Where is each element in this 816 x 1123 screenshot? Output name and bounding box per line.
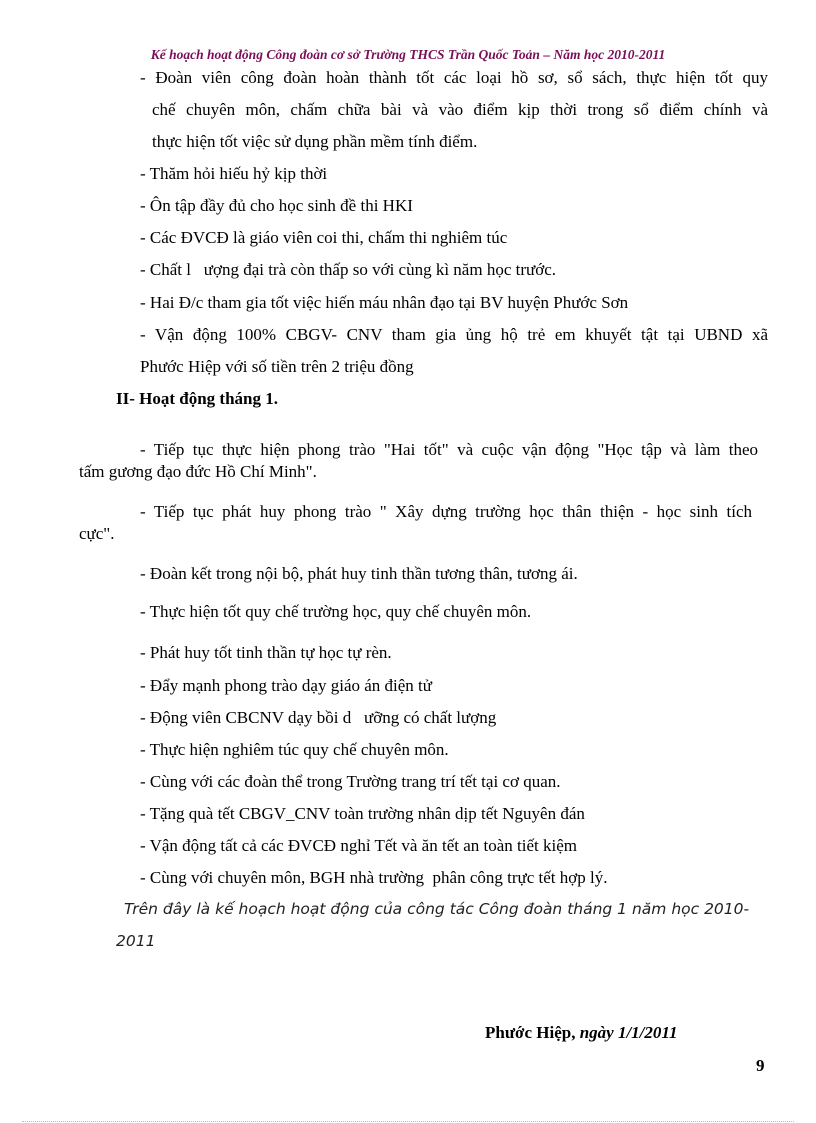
list-item: - Chất l ượng đại trà còn thấp so với cùng kì năm học trước. (140, 260, 557, 279)
list-item: - Cùng với các đoàn thể trong Trường trang trí tết tại cơ quan. (140, 772, 561, 791)
list-item: - Cùng với chuyên môn, BGH nhà trường phân công trực tết hợp lý. (140, 868, 608, 887)
signature-date: ngày 1/1/2011 (579, 1023, 678, 1042)
list-item: - Vận động 100% CBGV- CNV tham gia ủng hộ trẻ em khuyết tật tại UBND xã (140, 325, 768, 344)
page-number: 9 (756, 1056, 765, 1075)
list-item-continuation: tấm gương đạo đức Hồ Chí Minh". (79, 462, 317, 481)
closing-statement-continuation: 2011 (116, 932, 156, 950)
running-header: Kế hoạch hoạt động Công đoàn cơ sở Trường THCS Trần Quốc Toản – Năm học 2010-2011 (150, 47, 666, 62)
list-item: - Thăm hỏi hiếu hỷ kịp thời (140, 164, 328, 183)
list-item: - Đoàn viên công đoàn hoàn thành tốt các loại hồ sơ, sổ sách, thực hiện tốt quy (140, 68, 768, 87)
closing-statement: Trên đây là kế hoạch hoạt động của công tác Công đoàn tháng 1 năm học 2010- (124, 900, 750, 918)
signature-place: Phước Hiệp, (485, 1023, 576, 1042)
list-item: - Đoàn kết trong nội bộ, phát huy tinh thần tương thân, tương ái. (140, 564, 578, 583)
list-item: - Thực hiện nghiêm túc quy chế chuyên môn. (140, 740, 449, 759)
page-bottom-border (22, 1121, 794, 1122)
list-item: - Thực hiện tốt quy chế trường học, quy chế chuyên môn. (140, 602, 532, 621)
list-item-continuation: Phước Hiệp với số tiền trên 2 triệu đồng (140, 357, 414, 376)
list-item: - Hai Đ/c tham gia tốt việc hiến máu nhân đạo tại BV huyện Phước Sơn (140, 293, 629, 312)
list-item: - Tiếp tục phát huy phong trào " Xây dựng trường học thân thiện - học sinh tích (140, 502, 752, 521)
section-title: II- Hoạt động tháng 1. (116, 389, 279, 408)
list-item: - Đẩy mạnh phong trào dạy giáo án điện tử (140, 676, 432, 695)
list-item: - Ôn tập đầy đủ cho học sinh đề thi HKI (140, 196, 413, 215)
list-item: - Phát huy tốt tinh thần tự học tự rèn. (140, 643, 392, 662)
signature-line (485, 1023, 677, 1043)
list-item: - Động viên CBCNV dạy bồi d ưỡng có chất lượng (140, 708, 497, 727)
list-item-continuation: cực". (79, 524, 115, 543)
list-item-continuation: thực hiện tốt việc sử dụng phần mềm tính điểm. (152, 132, 478, 151)
list-item: - Tiếp tục thực hiện phong trào "Hai tốt" và cuộc vận động "Học tập và làm theo (140, 440, 758, 459)
list-item-continuation: chế chuyên môn, chấm chữa bài và vào điểm kịp thời trong sổ điểm chính và (152, 100, 768, 119)
list-item: - Các ĐVCĐ là giáo viên coi thi, chấm thi nghiêm túc (140, 228, 508, 247)
list-item: - Tặng quà tết CBGV_CNV toàn trường nhân dịp tết Nguyên đán (140, 804, 585, 823)
list-item: - Vận động tất cả các ĐVCĐ nghỉ Tết và ăn tết an toàn tiết kiệm (140, 836, 577, 855)
